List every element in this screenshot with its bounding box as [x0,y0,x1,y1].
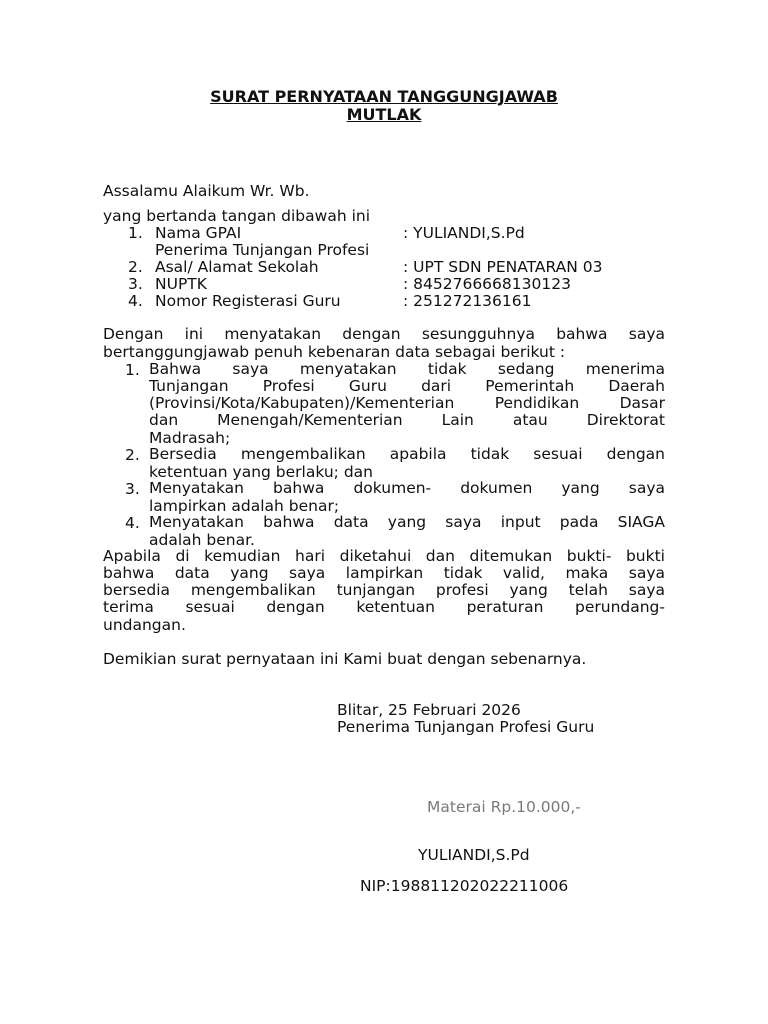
point-1-line: dan Menengah/Kementerian Lain atau Direktorat [149,411,665,429]
identity-value-nuptk: : 8452766668130123 [403,275,571,293]
identity-value-registration: : 251272136161 [403,292,532,310]
greeting: Assalamu Alaikum Wr. Wb. [103,182,310,200]
closing-line: undangan. [103,616,186,634]
point-2-line: ketentuan yang berlaku; dan [149,463,373,481]
point-4-line: Menyatakan bahwa data yang saya input pada SIAGA [149,513,665,531]
point-number: 4. [125,514,140,532]
identity-number: 1. [128,224,143,242]
signer-nip: NIP:198811202022211006 [360,877,569,895]
closing-line: bersedia mengembalikan tunjangan profesi yang telah saya [103,581,665,599]
signer-role: Penerima Tunjangan Profesi Guru [337,718,595,736]
point-1-line: Tunjangan Profesi Guru dari Pemerintah Daerah [149,377,665,395]
place-date: Blitar, 25 Februari 2026 [337,701,521,719]
document-title-line-1: SURAT PERNYATAAN TANGGUNGJAWAB [210,87,558,106]
point-4-line: adalah benar. [149,531,255,549]
closing-line: bahwa data yang saya lampirkan tidak valid, maka saya [103,564,665,582]
statement-line-2: bertanggungjawab penuh kebenaran data sebagai berikut : [103,343,566,361]
point-number: 2. [125,446,140,464]
identity-label-nuptk: NUPTK [155,275,207,293]
document-title-line-2: MUTLAK [346,105,422,124]
point-2-line: Bersedia mengembalikan apabila tidak sesuai dengan [149,445,665,463]
identity-number: 4. [128,292,143,310]
identity-label-school: Asal/ Alamat Sekolah [155,258,319,276]
closing-statement: Demikian surat pernyataan ini Kami buat dengan sebenarnya. [103,650,587,668]
identity-value-school: : UPT SDN PENATARAN 03 [403,258,603,276]
point-number: 1. [125,361,140,379]
identity-label-name: Nama GPAI [155,224,242,242]
intro-text: yang bertanda tangan dibawah ini [103,207,371,225]
point-1-line: Bahwa saya menyatakan tidak sedang menerima [149,360,665,378]
closing-line: Apabila di kemudian hari diketahui dan ditemukan bukti- bukti [103,547,665,565]
closing-line: terima sesuai dengan ketentuan peraturan perundang- [103,598,665,616]
identity-number: 3. [128,275,143,293]
point-3-line: lampirkan adalah benar; [149,497,340,515]
point-1-line: (Provinsi/Kota/Kabupaten)/Kementerian Pendidikan Dasar [149,394,665,412]
statement-line-1: Dengan ini menyatakan dengan sesungguhnya bahwa saya [103,325,665,343]
stamp-duty-text: Materai Rp.10.000,- [427,798,581,816]
signer-name: YULIANDI,S.Pd [418,846,530,864]
identity-label-name-sub: Penerima Tunjangan Profesi [155,241,370,259]
identity-number: 2. [128,258,143,276]
point-3-line: Menyatakan bahwa dokumen- dokumen yang saya [149,479,665,497]
point-1-line: Madrasah; [149,429,231,447]
identity-value-name: : YULIANDI,S.Pd [403,224,525,242]
identity-label-registration: Nomor Registerasi Guru [155,292,341,310]
point-number: 3. [125,480,140,498]
